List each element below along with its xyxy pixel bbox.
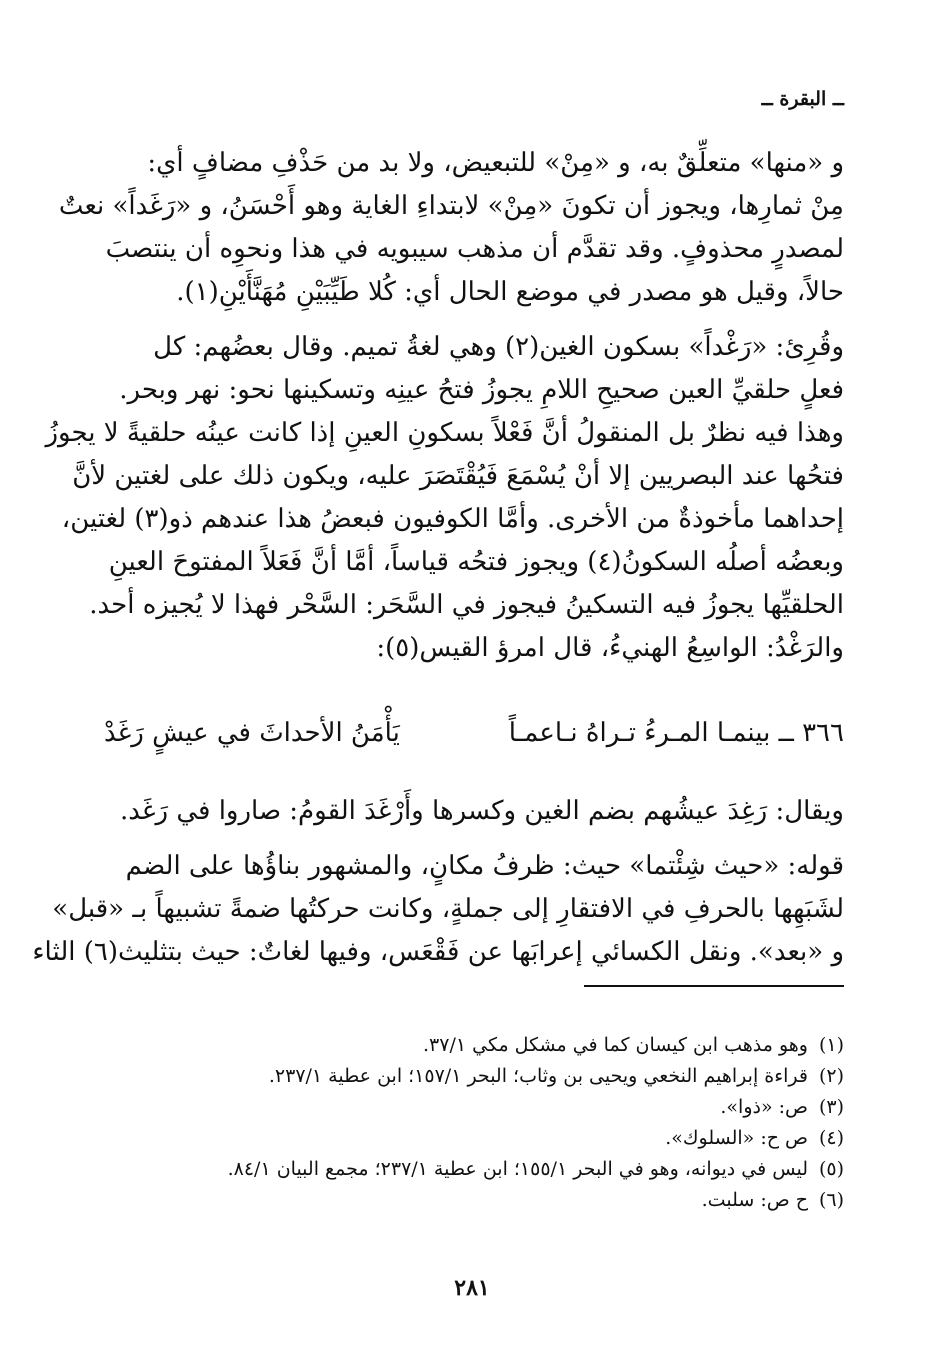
footnote-text: ح ص: سلبت. bbox=[701, 1189, 808, 1211]
text-line: والرَغْدُ: الواسِعُ الهنيءُ، قال امرؤ القيس(٥): bbox=[376, 633, 844, 663]
footnote-number: (٥) bbox=[818, 1158, 844, 1180]
text-line: و «بعد». ونقل الكسائي إعرابَها عن فَقْعَس، وفيها لغاتٌ: حيث بتثليث(٦) الثاء bbox=[32, 937, 844, 967]
footnote bbox=[104, 1185, 844, 1216]
footnote-number: (١) bbox=[818, 1034, 844, 1056]
text-line: وهذا فيه نظرٌ بل المنقولُ أنَّ فَعْلاً بسكونِ العينِ إذا كانت عينُه حلقيةً لا يجوزُ bbox=[45, 418, 844, 448]
text-line: قوله: «حيث شِئْتما» حيث: ظرفُ مكانٍ، والمشهور بناؤُها على الضم bbox=[125, 851, 844, 881]
text-line: ويقال: رَغِدَ عيشُهم بضم الغين وكسرها وأَرْغَدَ القومُ: صاروا في رَغَد. bbox=[120, 796, 844, 826]
text-line: فتحُها عند البصريين إلا أنْ يُسْمَعَ فَيُقْتَصَرَ عليه، ويكون ذلك على لغتين لأنَّ bbox=[72, 461, 844, 491]
footnote-text: ليس في ديوانه، وهو في البحر ١٥٥/١؛ ابن عطية ٢٣٧/١؛ مجمع البيان ٨٤/١. bbox=[227, 1158, 808, 1180]
footnote bbox=[104, 1092, 844, 1123]
paragraph-1 bbox=[58, 142, 844, 314]
footnote-number: (٣) bbox=[818, 1096, 844, 1118]
verse-number: ٣٦٦ bbox=[802, 718, 844, 748]
paragraph-4 bbox=[32, 845, 844, 974]
footnotes bbox=[104, 1030, 844, 1216]
paragraph-2 bbox=[45, 326, 844, 670]
footnote-text: وهو مذهب ابن كيسان كما في مشكل مكي ٣٧/١. bbox=[423, 1034, 808, 1056]
verse-first-half bbox=[509, 712, 844, 755]
text-line: و «منها» متعلِّقٌ به، و «مِنْ» للتبعيض، ولا بد من حَذْفِ مضافٍ أي: bbox=[147, 148, 844, 178]
text-line: إحداهما مأخوذةٌ من الأخرى. وأمَّا الكوفيون فبعضُ هذا عندهم ذو(٣) لغتين، bbox=[61, 504, 844, 534]
footnote-number: (٢) bbox=[818, 1065, 844, 1087]
footnote bbox=[104, 1061, 844, 1092]
verse-hemistich-2: يَأْمَنُ الأحداثَ في عيشٍ رَغَدْ bbox=[104, 718, 400, 748]
page-number: ٢٨١ bbox=[454, 1275, 490, 1301]
text-line: لمصدرٍ محذوفٍ. وقد تقدَّم أن مذهب سيبويه في هذا ونحوِه أن ينتصبَ bbox=[105, 234, 844, 264]
text-line: مِنْ ثمارِها، ويجوز أن تكونَ «مِنْ» لابتداءِ الغاية وهو أَحْسَنُ، و «رَغَداً» نعتٌ bbox=[58, 191, 844, 221]
text-line: وبعضُه أصلُه السكونُ(٤) ويجوز فتحُه قياساً، أمَّا أنَّ فَعَلاً المفتوحَ العينِ bbox=[108, 547, 844, 577]
text-line: وقُرِئ: «رَغْداً» بسكون الغين(٢) وهي لغةُ تميم. وقال بعضُهم: كل bbox=[153, 332, 844, 362]
poetry-verse bbox=[104, 712, 844, 755]
text-line: الحلقيِّها يجوزُ فيه التسكينُ فيجوز في السَّحَر: السَّحْر فهذا لا يُجيزه أحد. bbox=[89, 590, 844, 620]
footnote-number: (٦) bbox=[818, 1189, 844, 1211]
footnote-separator bbox=[584, 985, 844, 987]
footnote bbox=[104, 1123, 844, 1154]
footnote-text: ص: «ذوا». bbox=[720, 1096, 808, 1118]
footnote bbox=[104, 1154, 844, 1185]
footnote-text: قراءة إبراهيم النخعي ويحيى بن وثاب؛ البحر ١٥٧/١؛ ابن عطية ٢٣٧/١. bbox=[268, 1065, 808, 1087]
verse-hemistich-1: بينمـا المـرءُ تـراهُ نـاعمـاً bbox=[508, 718, 771, 748]
text-line: فعلٍ حلقيِّ العين صحيحِ اللامِ يجوزُ فتحُ عينِه وتسكينها نحو: نهر وبحر. bbox=[119, 375, 844, 405]
verse-dash: ــ bbox=[778, 718, 794, 748]
text-line: لشَبَهِها بالحرفِ في الافتقارِ إلى جملةٍ، وكانت حركتُها ضمةً تشبيهاً بـ «قبل» bbox=[52, 894, 844, 924]
after-verse-text bbox=[32, 790, 844, 974]
footnote-number: (٤) bbox=[818, 1127, 844, 1149]
text-line: حالاً، وقيل هو مصدر في موضع الحال أي: كُلا طَيِّبَيْنِ مُهَنَّأَيْنِ(١). bbox=[176, 277, 844, 307]
footnote-text: ص ح: «السلوك». bbox=[665, 1127, 808, 1149]
main-text bbox=[45, 142, 844, 670]
running-head: ــ البقرة ــ bbox=[761, 88, 844, 110]
paragraph-3 bbox=[104, 790, 844, 833]
footnote bbox=[104, 1030, 844, 1061]
